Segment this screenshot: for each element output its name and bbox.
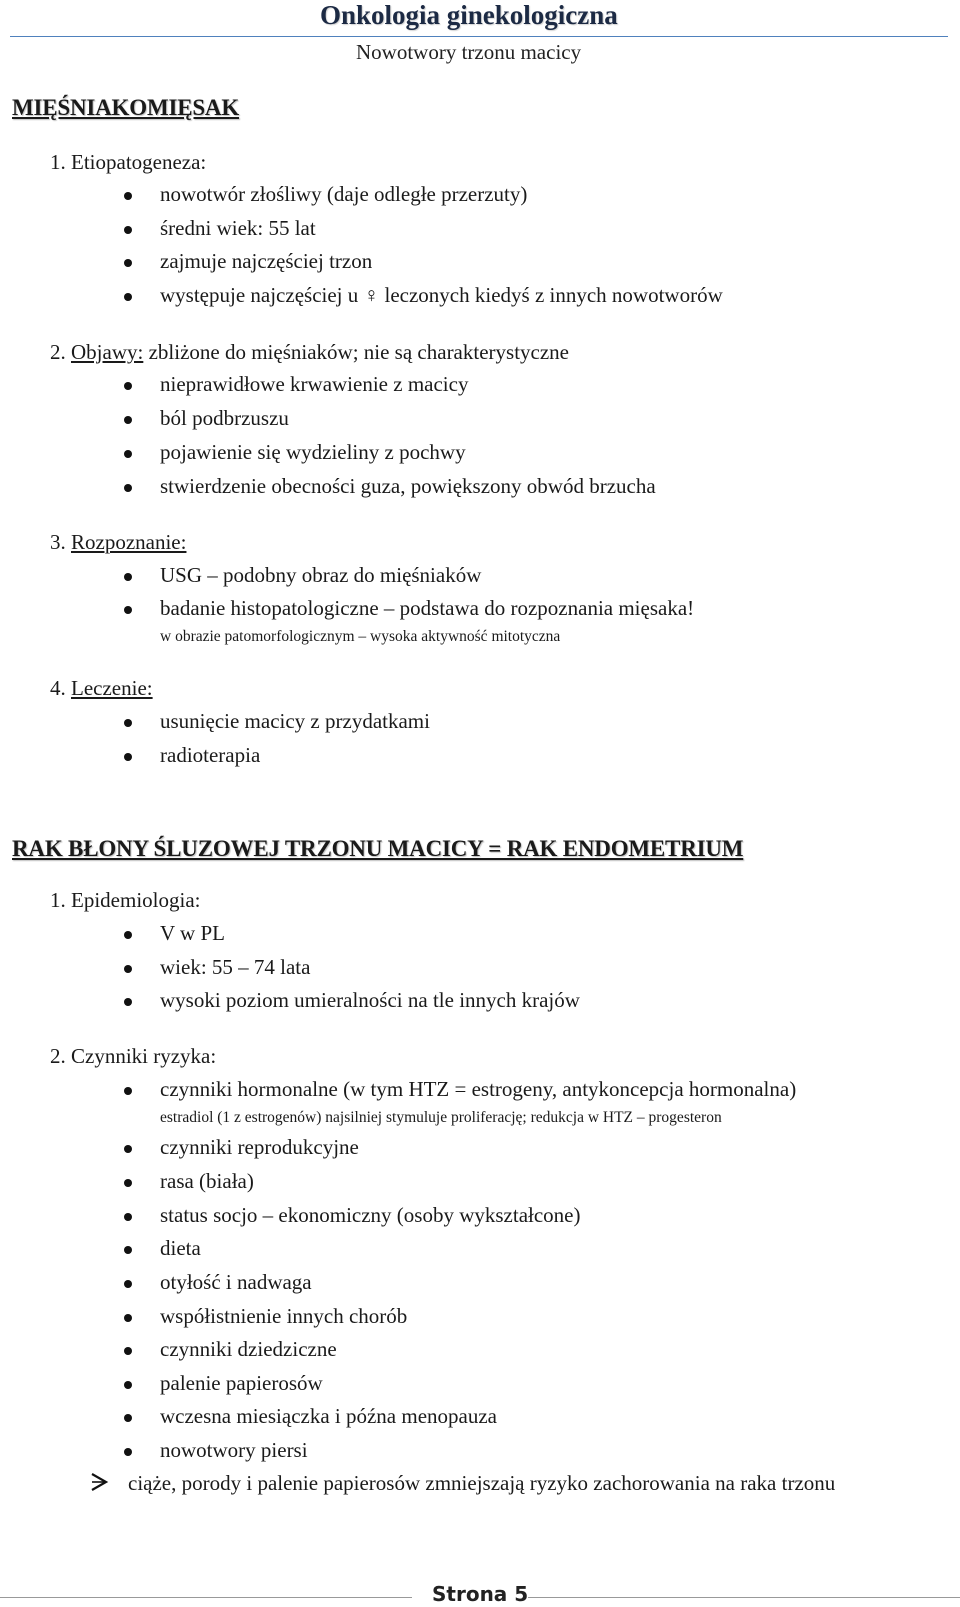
bullet-icon xyxy=(124,416,132,424)
footer-divider-right xyxy=(528,1597,960,1598)
bullet-icon xyxy=(124,1246,132,1254)
item-label-detail: zbliżone do mięśniaków; nie są charakterystyczne xyxy=(143,340,569,364)
item-label-czynniki-ryzyka: Czynniki ryzyka: xyxy=(71,1044,217,1068)
footer-divider-left xyxy=(0,1597,412,1598)
list-item: palenie papierosów xyxy=(160,1371,323,1395)
item-label-objawy: Objawy: xyxy=(71,340,144,364)
list-item: nowotwory piersi xyxy=(160,1438,308,1462)
bullet-icon xyxy=(124,1414,132,1422)
item-number: 2. Czynniki ryzyka: xyxy=(50,1044,217,1068)
item-label-epidemiologia: Epidemiologia: xyxy=(71,888,201,912)
note-text: estradiol (1 z estrogenów) najsilniej stymuluje proliferację; redukcja w HTZ – progesteron xyxy=(160,1109,722,1126)
list-item: czynniki dziedziczne xyxy=(160,1337,337,1361)
list-item: czynniki reprodukcyjne xyxy=(160,1135,359,1159)
note-text: w obrazie patomorfologicznym – wysoka aktywność mitotyczna xyxy=(160,628,561,645)
item-number: 4. Leczenie: xyxy=(50,676,153,700)
list-item: stwierdzenie obecności guza, powiększony obwód brzucha xyxy=(160,474,656,498)
list-item: wysoki poziom umieralności na tle innych krajów xyxy=(160,988,580,1012)
list-item: usunięcie macicy z przydatkami xyxy=(160,709,430,733)
bullet-icon xyxy=(124,192,132,200)
bullet-icon xyxy=(124,484,132,492)
list-item: zajmuje najczęściej trzon xyxy=(160,249,373,273)
list-item: radioterapia xyxy=(160,743,261,767)
item-number: 2. Objawy: zbliżone do mięśniaków; nie są charakterystyczne xyxy=(50,340,569,364)
list-item: występuje najczęściej u ♀ leczonych kiedyś z innych nowotworów xyxy=(160,283,723,307)
bullet-icon xyxy=(124,753,132,761)
bullet-icon xyxy=(124,259,132,267)
bullet-icon xyxy=(124,719,132,727)
header-divider xyxy=(10,36,948,37)
list-item: USG – podobny obraz do mięśniaków xyxy=(160,563,482,587)
bullet-icon xyxy=(124,606,132,614)
bullet-icon xyxy=(124,1381,132,1389)
bullet-icon xyxy=(124,1448,132,1456)
section-heading-rak-endometrium: RAK BŁONY ŚLUZOWEJ TRZONU MACICY = RAK ENDOMETRIUM xyxy=(12,836,744,861)
list-item: status socjo – ekonomiczny (osoby wykształcone) xyxy=(160,1203,581,1227)
arrow-bullet-icon xyxy=(90,1471,110,1499)
page-number: Strona 5 xyxy=(432,1582,529,1606)
item-label-rozpoznanie: Rozpoznanie: xyxy=(71,530,187,554)
item-number: 1. Epidemiologia: xyxy=(50,888,201,912)
bullet-icon xyxy=(124,226,132,234)
item-number: 1. Etiopatogeneza: xyxy=(50,150,207,174)
bullet-icon xyxy=(124,1213,132,1221)
bullet-icon xyxy=(124,1347,132,1355)
bullet-icon xyxy=(124,931,132,939)
list-item: nowotwór złośliwy (daje odległe przerzuty) xyxy=(160,182,528,206)
bullet-icon xyxy=(124,1087,132,1095)
bullet-icon xyxy=(124,1280,132,1288)
list-item: nieprawidłowe krwawienie z macicy xyxy=(160,372,469,396)
item-label-leczenie: Leczenie: xyxy=(71,676,153,700)
item-number: 3. Rozpoznanie: xyxy=(50,530,187,554)
bullet-icon xyxy=(124,450,132,458)
page-title: Onkologia ginekologiczna xyxy=(320,0,618,30)
bullet-icon xyxy=(124,1179,132,1187)
item-label-etiopatogeneza: Etiopatogeneza: xyxy=(71,150,207,174)
list-item: otyłość i nadwaga xyxy=(160,1270,312,1294)
list-item: V w PL xyxy=(160,921,225,945)
section-heading-miesniakomiesak: MIĘŚNIAKOMIĘSAK xyxy=(12,95,240,120)
page-subtitle: Nowotwory trzonu macicy xyxy=(356,40,582,64)
list-item: średni wiek: 55 lat xyxy=(160,216,316,240)
bullet-icon xyxy=(124,1314,132,1322)
arrow-list-item: ciąże, porody i palenie papierosów zmniejszają ryzyko zachorowania na raka trzonu xyxy=(128,1471,836,1495)
list-item: wiek: 55 – 74 lata xyxy=(160,955,311,979)
list-item: współistnienie innych chorób xyxy=(160,1304,408,1328)
list-item: dieta xyxy=(160,1236,201,1260)
bullet-icon xyxy=(124,998,132,1006)
list-item: czynniki hormonalne (w tym HTZ = estrogeny, antykoncepcja hormonalna) xyxy=(160,1077,797,1101)
bullet-icon xyxy=(124,1145,132,1153)
bullet-icon xyxy=(124,293,132,301)
list-item: badanie histopatologiczne – podstawa do rozpoznania mięsaka! xyxy=(160,596,695,620)
bullet-icon xyxy=(124,573,132,581)
list-item: wczesna miesiączka i późna menopauza xyxy=(160,1404,497,1428)
bullet-icon xyxy=(124,382,132,390)
bullet-icon xyxy=(124,965,132,973)
list-item: ból podbrzuszu xyxy=(160,406,289,430)
list-item: pojawienie się wydzieliny z pochwy xyxy=(160,440,466,464)
list-item: rasa (biała) xyxy=(160,1169,254,1193)
